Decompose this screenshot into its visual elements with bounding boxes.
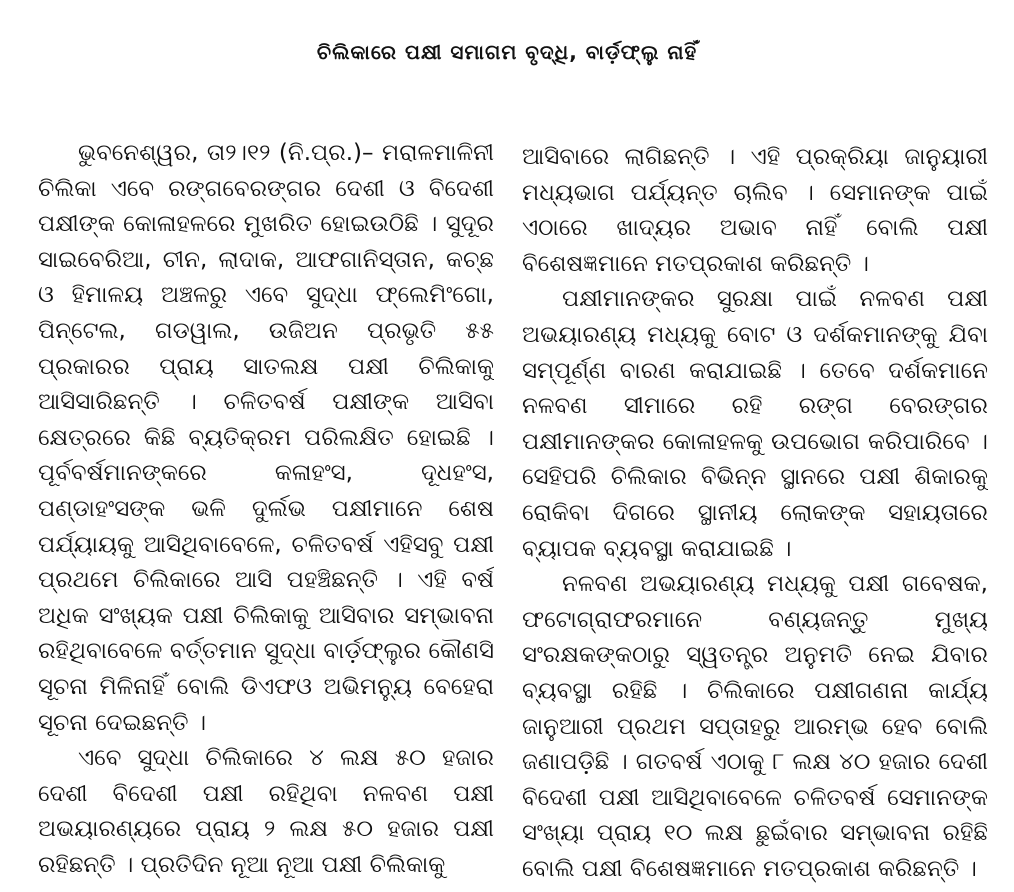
column-divider [508,136,509,886]
headline: ଚିଲିକାରେ ପକ୍ଷୀ ସମାଗମ ବୃଦ୍ଧି, ବାର୍ଡ଼ଫ୍ଲୁ ନାହିଁ [316,40,698,64]
article-column-right [522,140,988,888]
paragraph-2-continued: ଆସିବାରେ ଲାଗିଛନ୍ତି । ଏହି ପ୍ରକ୍ରିୟା ଜାନୁୟାରୀ ମଧ୍ୟଭାଗ ପର୍ଯ୍ୟନ୍ତ ଚାଲିବ । ସେମାନଙ୍କ ପାଇଁ ଏଠାରେ ଖାଦ୍ୟର ଅଭାବ ନାହିଁ ବୋଲି ପକ୍ଷୀ ବିଶେଷଜ୍ଞମାନେ ମତପ୍ରକାଶ କରିଛନ୍ତି । [522,144,988,277]
paragraph-4: ନଳବଣ ଅଭୟାରଣ୍ୟ ମଧ୍ୟକୁ ପକ୍ଷୀ ଗବେଷକ, ଫଟୋଗ୍ରାଫରମାନେ ବଣ୍ୟଜନ୍ତୁ ମୁଖ୍ୟ ସଂରକ୍ଷକଙ୍କଠାରୁ ସ୍ୱତନ୍ତ୍ର ଅନୁମତି ନେଇ ଯିବାର ବ୍ୟବସ୍ଥା ରହିଛି । ଚିଲିକାରେ ପକ୍ଷୀଗଣନା କାର୍ଯ୍ୟ ଜାନୁଆରୀ ପ୍ରଥମ ସପ୍ତାହରୁ ଆରମ୍ଭ ହେବ ବୋଲି ଜଣାପଡ଼ିଛି । ଗତବର୍ଷ ଏଠାକୁ ୮ ଲକ୍ଷ ୪୦ ହଜାର ଦେଶୀ ବିଦେଶୀ ପକ୍ଷୀ ଆସିଥିବାବେଳେ ଚଳିତବର୍ଷ ସେମାନଙ୍କ ସଂଖ୍ୟା ପ୍ରାୟ ୧୦ ଲକ୍ଷ ଛୁଇଁବାର ସମ୍ଭାବନା ରହିଛି ବୋଲି ପକ୍ଷୀ ବିଶେଷଜ୍ଞମାନେ ମତପ୍ରକାଶ କରିଛନ୍ତି । [522,571,988,882]
paragraph-1: ଭୁବନେଶ୍ୱର, ତା୨।୧୨ (ନି.ପ୍ର.)– ମରାଳମାଳିନୀ ଚିଲିକା ଏବେ ରଙ୍ଗବେରଙ୍ଗର ଦେଶୀ ଓ ବିଦେଶୀ ପକ୍ଷୀଙ୍କ କୋଳାହଳରେ ମୁଖରିତ ହୋଇଉଠିଛି । ସୁଦୂର ସାଇବେରିଆ, ଚୀନ, ଲାଦାକ, ଆଫଗାନିସ୍ତାନ, କଚ୍ଛ ଓ ହିମାଳୟ ଅଞ୍ଚଳରୁ ଏବେ ସୁଦ୍ଧା ଫ୍ଲେମିଂଗୋ, ପିନ୍‌ଟେଲ, ଗଡୱାଲ, ଉଜିଅନ ପ୍ରଭୃତି ୫୫ ପ୍ରକାରର ପ୍ରାୟ ସାତଲକ୍ଷ ପକ୍ଷୀ ଚିଲିକାକୁ ଆସିସାରିଛନ୍ତି । ଚଳିତବର୍ଷ ପକ୍ଷୀଙ୍କ ଆସିବା କ୍ଷେତ୍ରରେ କିଛି ବ୍ୟତିକ୍ରମ ପରିଲକ୍ଷିତ ହୋଇଛି । ପୂର୍ବବର୍ଷମାନଙ୍କରେ କଳାହଂସ, ଦୂଧହଂସ, ପଣ୍ଡାହଂସଙ୍କ ଭଳି ଦୁର୍ଲଭ ପକ୍ଷୀମାନେ ଶେଷ ପର୍ଯ୍ୟାୟକୁ ଆସିଥିବାବେଳେ, ଚଳିତବର୍ଷ ଏହିସବୁ ପକ୍ଷୀ ପ୍ରଥମେ ଚିଲିକାରେ ଆସି ପହଞ୍ଚିଛନ୍ତି । ଏହି ବର୍ଷ ଅଧିକ ସଂଖ୍ୟକ ପକ୍ଷୀ ଚିଲିକାକୁ ଆସିବାର ସମ୍ଭାବନା ରହିଥିବାବେଳେ ବର୍ତ୍ତମାନ ସୁଦ୍ଧା ବାର୍ଡ଼ଫ୍ଲୁର କୌଣସି ସୂଚନା ମିଳିନାହିଁ ବୋଲି ଡିଏଫଓ ଅଭିମନ୍ୟୁ ବେହେରା ସୂଚନା ଦେଇଛନ୍ତି । [38,140,494,736]
paragraph-2: ଏବେ ସୁଦ୍ଧା ଚିଲିକାରେ ୪ ଲକ୍ଷ ୫୦ ହଜାର ଦେଶୀ ବିଦେଶୀ ପକ୍ଷୀ ରହିଥିବା ନଳବଣ ପକ୍ଷୀ ଅଭୟାରଣ୍ୟରେ ପ୍ରାୟ ୨ ଲକ୍ଷ ୫୦ ହଜାର ପକ୍ଷୀ ରହିଛନ୍ତି । ପ୍ରତିଦିନ ନୂଆ ନୂଆ ପକ୍ଷୀ ଚିଲିକାକୁ [38,745,494,878]
article-column-left [38,136,494,888]
paragraph-3: ପକ୍ଷୀମାନଙ୍କର ସୁରକ୍ଷା ପାଇଁ ନଳବଣ ପକ୍ଷୀ ଅଭୟାରଣ୍ୟ ମଧ୍ୟକୁ ବୋଟ ଓ ଦର୍ଶକମାନଙ୍କୁ ଯିବା ସମ୍ପୂର୍ଣ୍ଣ ବାରଣ କରାଯାଇଛି । ତେବେ ଦର୍ଶକମାନେ ନଳବଣ ସୀମାରେ ରହି ରଙ୍ଗ ବେରଙ୍ଗର ପକ୍ଷୀମାନଙ୍କର କୋଳାହଳକୁ ଉପଭୋଗ କରିପାରିବେ । ସେହିପରି ଚିଲିକାର ବିଭିନ୍ନ ସ୍ଥାନରେ ପକ୍ଷୀ ଶିକାରକୁ ରୋକିବା ଦିଗରେ ସ୍ଥାନୀୟ ଲୋକଙ୍କ ସହାୟତାରେ ବ୍ୟାପକ ବ୍ୟବସ୍ଥା କରାଯାଇଛି । [522,286,988,562]
